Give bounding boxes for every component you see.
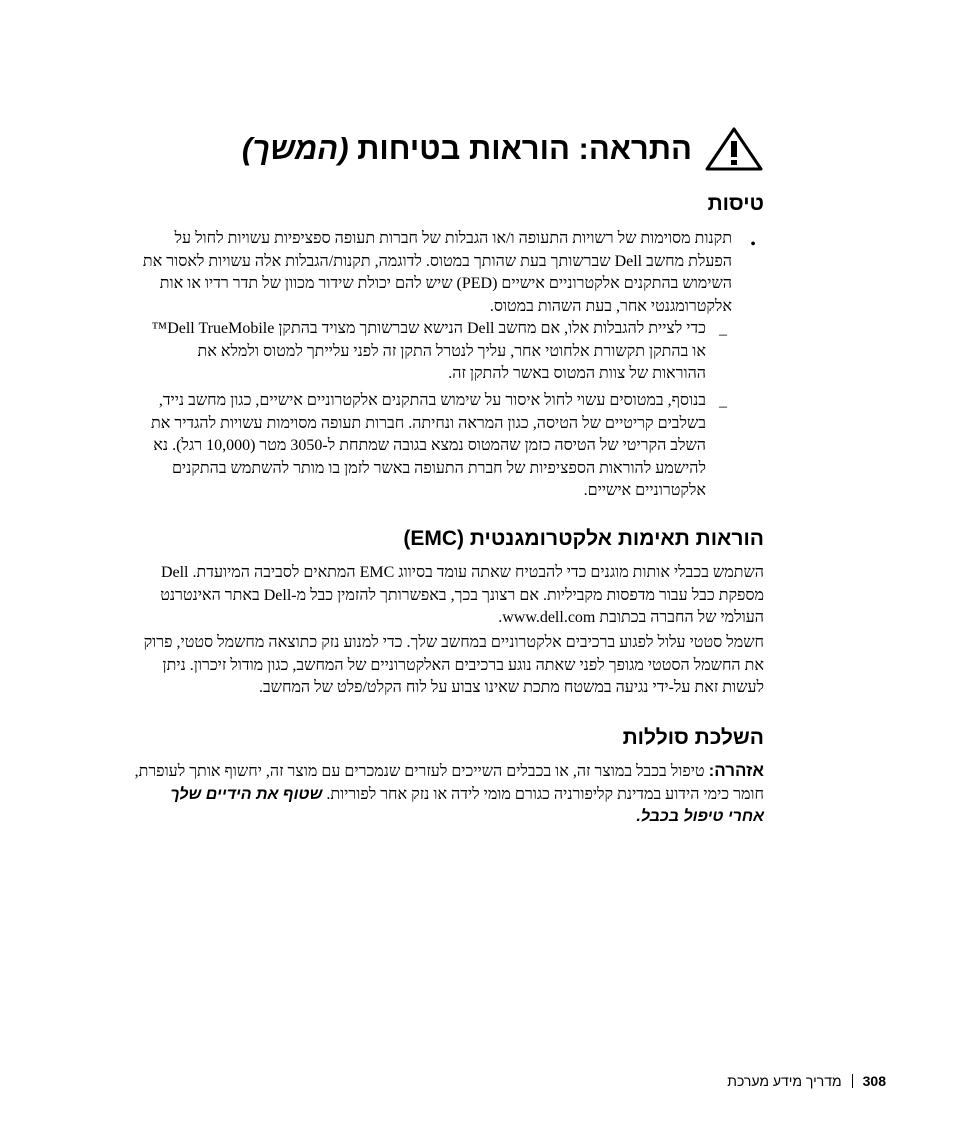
page-title-suffix: (המשך) <box>241 131 349 166</box>
page-title <box>242 129 692 169</box>
section-heading-travel: טיסות <box>707 192 764 215</box>
page-title-row <box>204 124 764 174</box>
text-line: לעשות זאת על-ידי נגיעה במשטח מתכת שאינו צבוע על לוח הקלט/פלט של המחשב. <box>258 679 764 697</box>
text-line: או בהתקן תקשורת אלחוטי אחר, עליך לנטרל התקן זה לפני עלייתך למטוס ולמלא את <box>197 342 706 360</box>
section-heading-emc: הוראות תאימות אלקטרומגנטית (EMC) <box>403 527 764 550</box>
dash-marker: – <box>719 398 727 415</box>
section-heading-battery: השלכת סוללות <box>622 726 764 749</box>
bullet-icon: • <box>750 236 756 253</box>
page-number: 308 <box>862 1073 886 1089</box>
text-line: הפעלת מחשב Dell שברשותך בעת שהותך במטוס. לדוגמה, תקנות/הגבלות אלה עשויות לאסור את <box>142 252 732 270</box>
text-line: את החשמל הסטטי מגופך לפני שאתה נוגע ברכיבים האלקטרוניים של המחשב, כגון מודול זיכרון. ניתן <box>162 656 764 674</box>
text-line: מספקת כבל עבור מדפסות מקביליות. אם רצונך בכך, באפשרותך להזמין כבל מ-Dell באתר האינטרנט <box>160 586 764 604</box>
travel-bullet-paragraph <box>132 228 732 318</box>
dash-marker: – <box>719 326 727 343</box>
emc-paragraph-2 <box>104 632 764 700</box>
text-line: ההוראות של צוות המטוס באשר להתקן זה. <box>448 365 706 383</box>
text-line: בשלבים קריטיים של הטיסה, כגון המראה ונחיתה. חברות תעופה מסוימות עשויות להגדיר את <box>151 414 706 432</box>
page-footer <box>727 1070 886 1092</box>
text-line: חשמל סטטי עלול לפגוע ברכיבים אלקטרוניים במחשב שלך. כדי למנוע נזק כתוצאה מחשמל סטטי, פרוק <box>143 634 764 651</box>
footer-guide-title: מדריך מידע מערכת <box>727 1073 842 1089</box>
page-title-main: התראה: הוראות בטיחות <box>357 131 692 166</box>
travel-dash-paragraph-1 <box>96 318 706 386</box>
text-line: להישמע להוראות הספציפיות של חברת התעופה באשר לזמן בו מותר להשתמש בהתקנים <box>171 459 706 477</box>
emc-paragraph-1 <box>104 562 764 630</box>
text-line: העולמי של החברה בכתובת www.dell.com. <box>498 609 764 627</box>
warning-label: אזהרה: <box>708 761 764 780</box>
text-line: אלקטרומגנטי אחר, בעת השהות במטוס. <box>489 297 732 315</box>
warning-triangle-icon <box>704 126 764 172</box>
battery-warning-notice <box>134 760 764 829</box>
warning-text: טיפול בכבל במוצר זה, או בכבלים השייכים לעזרים שנמכרים עם מוצר זה, יחשוף אותך לעופרת, חומר כימי הידוע במדינת קליפורניה כגורם מומי לידה או נזק אחר לפוריות. <box>134 763 764 803</box>
text-line: תקנות מסוימות של רשויות התעופה ו/או הגבלות של חברות תעופה ספציפיות עשויות לחול על <box>174 230 732 247</box>
footer-divider <box>852 1074 853 1088</box>
warning-emphasis: שטוף את הידיים שלך אחרי טיפול בכבל. <box>170 785 764 826</box>
text-line: השימוש בהתקנים אלקטרוניים אישיים (PED) שיש להם יכולת שידור מכוון של תדר רדיו או אות <box>159 275 732 293</box>
text-line: בנוסף, במטוסים עשוי לחול איסור על שימוש בהתקנים אלקטרוניים אישיים, כגון מחשב נייד, <box>158 392 706 409</box>
text-line: השתמש בכבלי אותות מוגנים כדי להבטיח שאתה עומד בסיווג EMC המתאים לסביבה המיועדת. Dell <box>160 564 764 581</box>
text-line: השלב הקריטי של הטיסה כזמן שהמטוס נמצא בגובה שמתחת ל-3050 מטר (10,000 רגל). נא <box>153 437 706 455</box>
text-line: כדי לציית להגבלות אלו, אם מחשב Dell הנישא שברשותך מצויד בהתקן Dell TrueMobile™ <box>151 320 706 337</box>
text-line: אלקטרוניים אישיים. <box>583 482 706 500</box>
travel-dash-paragraph-2 <box>96 390 706 503</box>
